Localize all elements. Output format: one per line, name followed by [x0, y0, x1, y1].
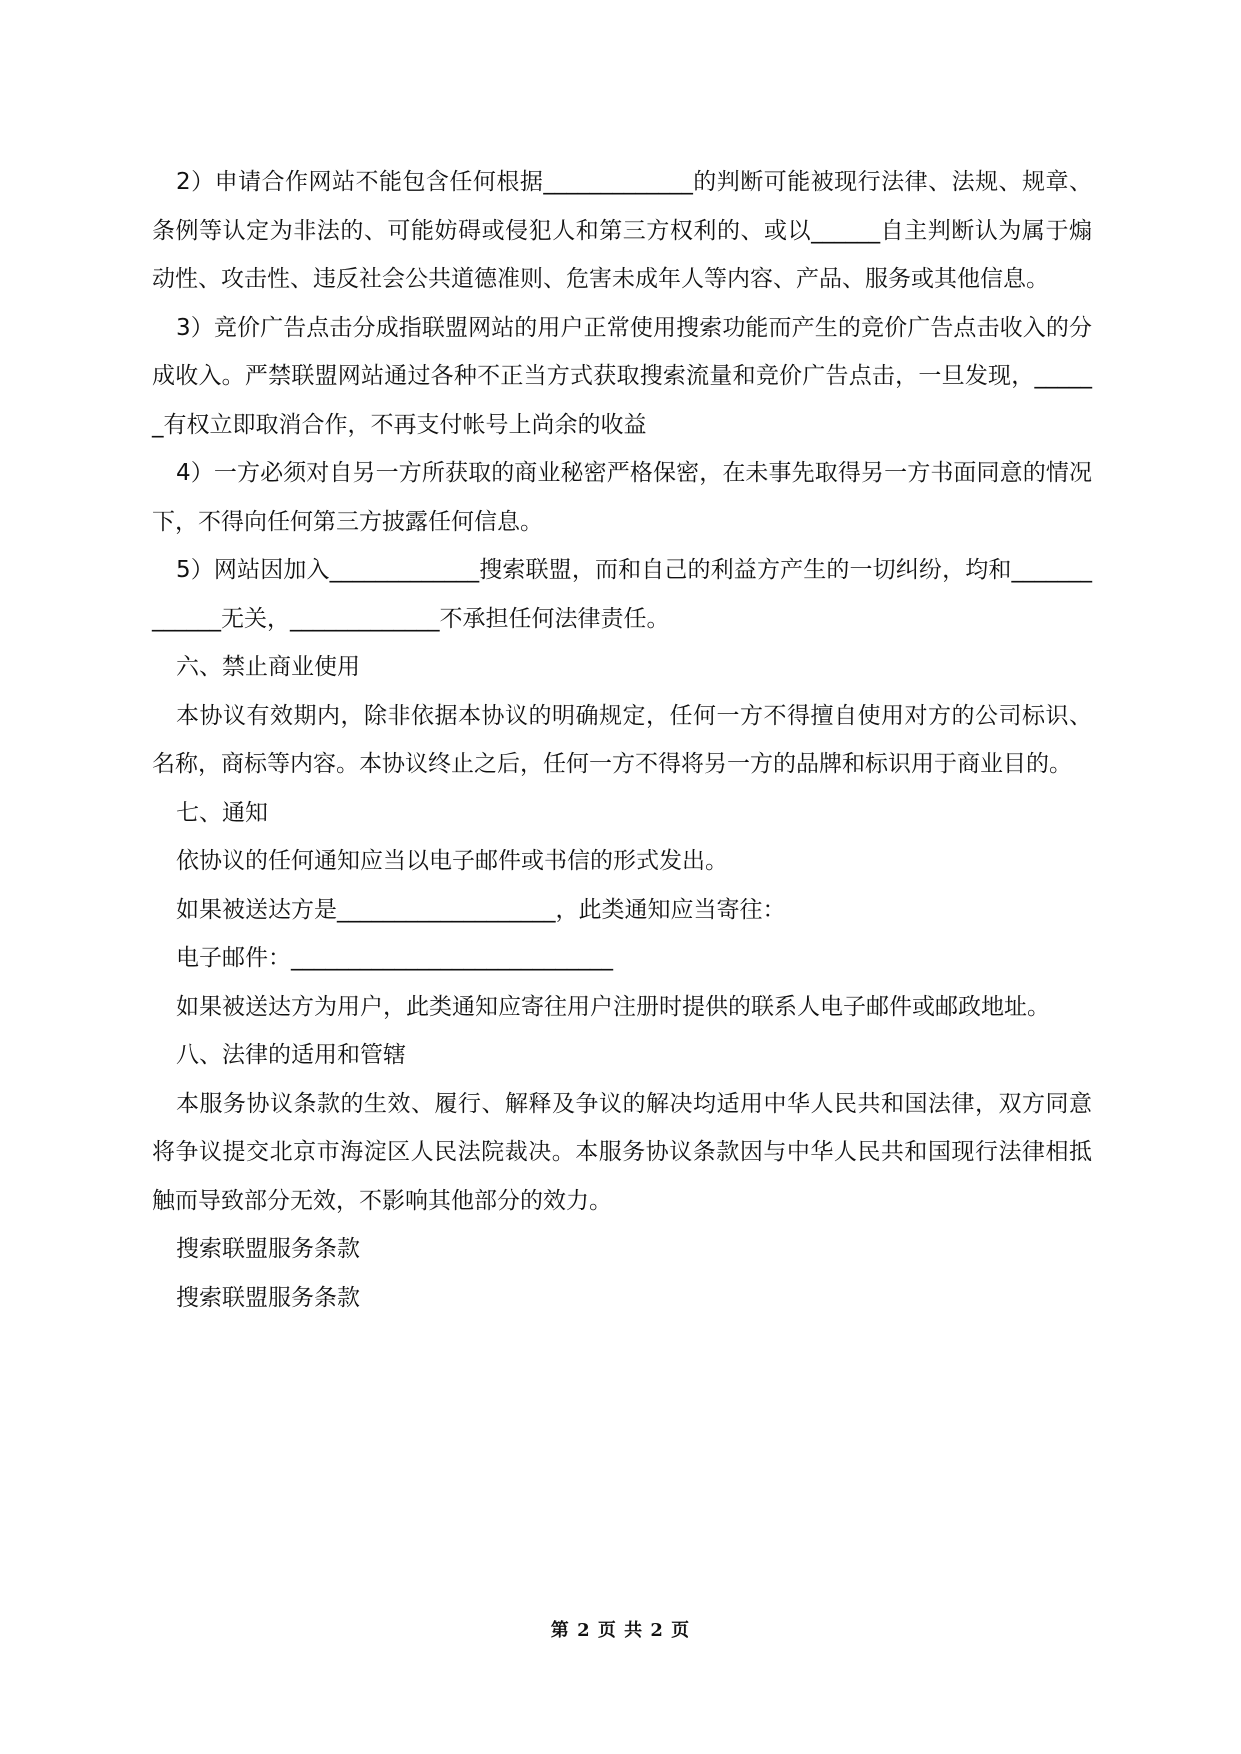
page-number-footer: 第 2 页 共 2 页: [550, 1620, 691, 1641]
closing-title-1: 搜索联盟服务条款: [176, 1236, 360, 1262]
section-6-heading: 六、禁止商业使用: [176, 654, 360, 680]
clause-5-paragraph: 5）网站因加入_____________搜索联盟，而和自己的利益方产生的一切纠纷，均和_____________无关，_____________不承担任何法律责任。: [152, 557, 1092, 632]
notice-recipient-paragraph: 如果被送达方是___________________，此类通知应当寄往：: [176, 896, 786, 923]
notice-user-paragraph: 如果被送达方为用户，此类通知应寄往用户注册时提供的联系人电子邮件或邮政地址。: [176, 993, 1050, 1020]
clause-2-paragraph: 2）申请合作网站不能包含任何根据_____________的判断可能被现行法律、法规、规章、条例等认定为非法的、可能妨碍或侵犯人和第三方权利的、或以______自主判断认为属于煽动性、攻击性、违反社会公共道德准则、危害未成年人等内容、产品、服务或其他信息。: [152, 169, 1092, 292]
closing-title-2: 搜索联盟服务条款: [176, 1284, 360, 1311]
section-7-heading: 七、通知: [176, 799, 268, 826]
document-body: [152, 158, 1092, 1322]
notice-email-paragraph: 电子邮件：____________________________: [176, 945, 613, 971]
notice-form-paragraph: 依协议的任何通知应当以电子邮件或书信的形式发出。: [176, 848, 728, 874]
section-6-body: 本协议有效期内，除非依据本协议的明确规定，任何一方不得擅自使用对方的公司标识、名称，商标等内容。本协议终止之后，任何一方不得将另一方的品牌和标识用于商业目的。: [152, 702, 1092, 777]
clause-4-paragraph: 4）一方必须对自另一方所获取的商业秘密严格保密，在未事先取得另一方书面同意的情况下，不得向任何第三方披露任何信息。: [152, 460, 1092, 535]
section-8-body: 本服务协议条款的生效、履行、解释及争议的解决均适用中华人民共和国法律，双方同意将争议提交北京市海淀区人民法院裁决。本服务协议条款因与中华人民共和国现行法律相抵触而导致部分无效，不影响其他部分的效力。: [152, 1090, 1092, 1214]
clause-3-paragraph: 3）竞价广告点击分成指联盟网站的用户正常使用搜索功能而产生的竞价广告点击收入的分成收入。严禁联盟网站通过各种不正当方式获取搜索流量和竞价广告点击，一旦发现，______有权立即取消合作，不再支付帐号上尚余的收益: [152, 314, 1092, 438]
section-8-heading: 八、法律的适用和管辖: [176, 1042, 406, 1068]
